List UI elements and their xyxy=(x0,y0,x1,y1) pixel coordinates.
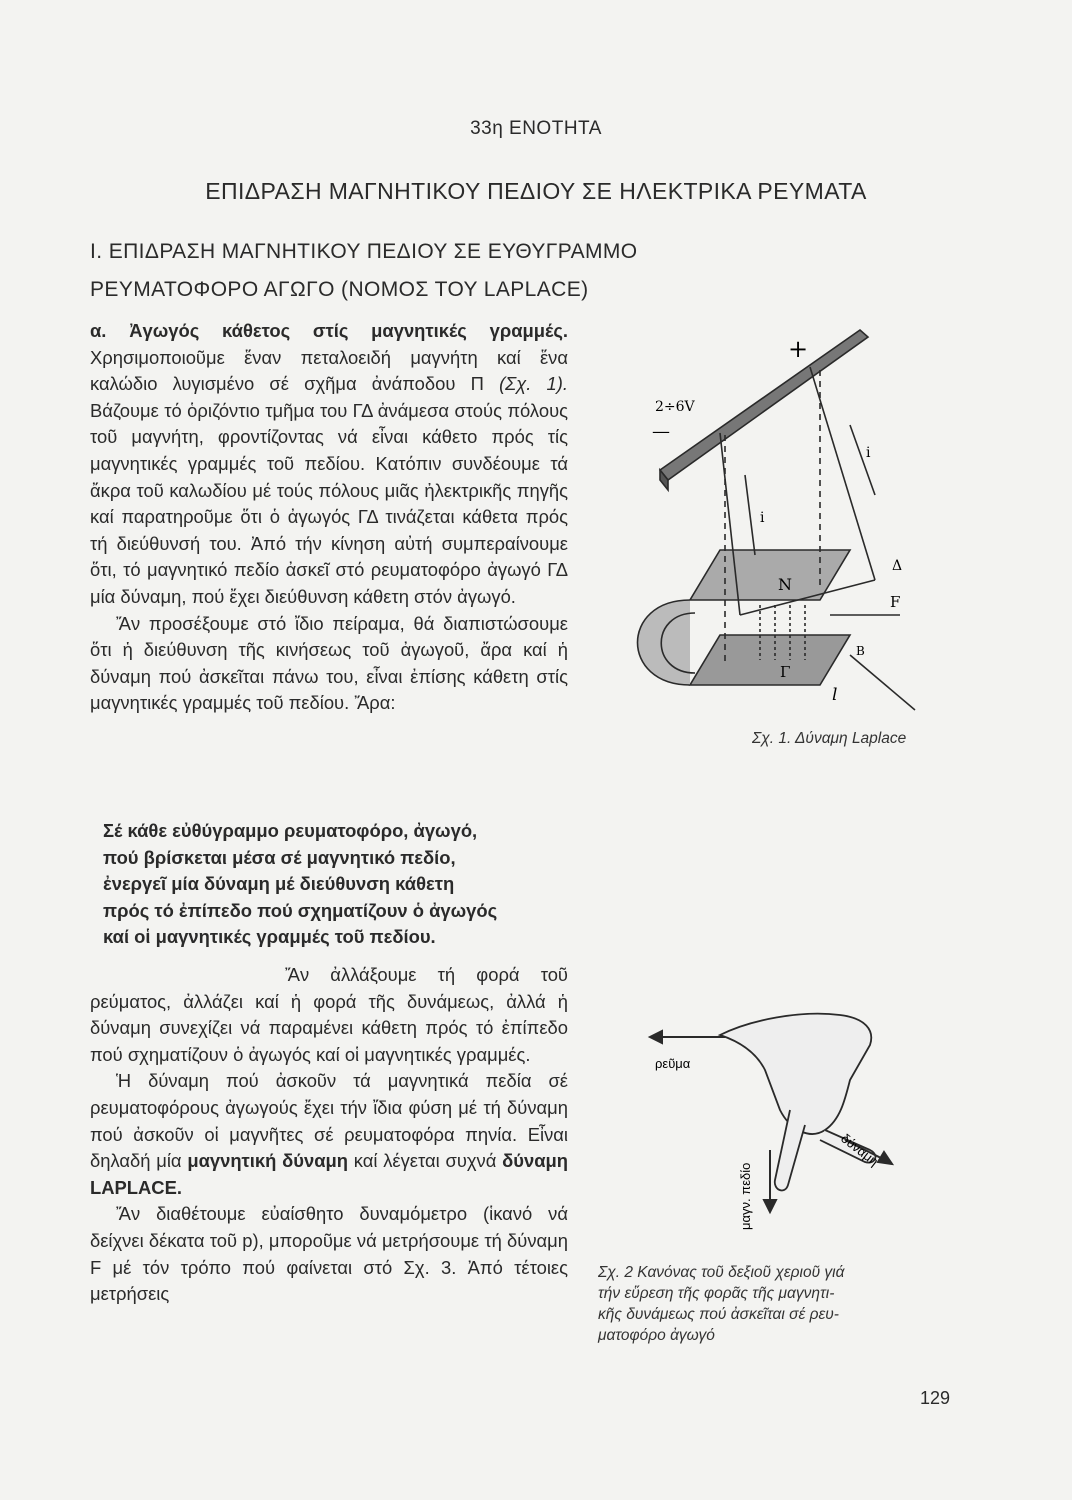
paragraph-3: Ἄν ἀλλάξουμε τή φορά τοῦ ρεύματος, ἀλλάζει καί ἡ φορά τῆς δυνάμεως, ἀλλά ἡ δύναμη συνεχίζει νά παραμένει κάθετη πρός τό ἐπίπεδο πού σχηματίζουν ὁ ἀγωγός καί οἱ μαγνητικές γραμμές. xyxy=(90,964,568,1065)
voltage-label: 2÷6V xyxy=(655,399,695,415)
plus-terminal: + xyxy=(788,335,809,363)
section-heading-line1: Ι. ΕΠΙΔΡΑΣΗ ΜΑΓΝΗΤΙΚΟΥ ΠΕΔΙΟΥ ΣΕ ΕΥΘΥΓΡΑΜΜΟ xyxy=(90,240,638,263)
figure-2-caption-line: ματοφόρο ἀγωγό xyxy=(598,1327,715,1344)
paragraph-1 xyxy=(90,318,568,611)
page-number: 129 xyxy=(919,1388,950,1408)
field-arrowhead xyxy=(764,1200,776,1212)
chapter-title: ΕΠΙΔΡΑΣΗ ΜΑΓΝΗΤΙΚΟΥ ΠΕΔΙΟΥ ΣΕ ΗΛΕΚΤΡΙΚΑ ΡΕΥΜΑΤΑ xyxy=(205,178,867,204)
figure-reference: (Σχ. 1). xyxy=(499,373,568,395)
paragraph-4-text-b: καί λέγεται συχνά xyxy=(348,1150,503,1172)
paragraph-4-text-a: Ἡ δύναμη πού ἀσκοῦν τά μαγνητικά πεδία σέ ρευματοφόρους ἀγωγούς ἔχει τήν ἴδια φύση μέ τή δύναμη πού ἀσκοῦν οἱ μαγνῆτες σέ ρευματοφόρα πηνία. Εἶναι δηλαδή μία xyxy=(90,1070,568,1172)
subsection-heading: α. Ἀγωγός κάθετος στίς μαγνητικές γραμμές. xyxy=(90,320,568,341)
unit-heading: 33η ΕΝΟΤΗΤΑ xyxy=(470,118,602,139)
figure-2-caption-line: Σχ. 2 Κανόνας τοῦ δεξιοῦ χεριοῦ γιά xyxy=(598,1264,845,1281)
rule-line: πού βρίσκεται μέσα σέ μαγνητικό πεδίο, xyxy=(103,846,456,868)
rule-statement xyxy=(103,818,497,951)
magnet-bottom-plate xyxy=(690,635,850,685)
figure-right-hand-rule xyxy=(640,990,940,1250)
current-label-left: i xyxy=(760,510,765,526)
rule-line: ἐνεργεῖ μία δύναμη μέ διεύθυνση κάθετη xyxy=(103,873,455,895)
figure-laplace-apparatus xyxy=(600,315,1000,735)
current-arrowhead xyxy=(650,1031,662,1043)
figure-2-caption xyxy=(598,1262,844,1346)
rule-line: πρός τό ἐπίπεδο πού σχηματίζουν ὁ ἀγωγός xyxy=(103,899,498,921)
current-arrow-right xyxy=(850,425,875,495)
bold-term-laplace-force: δύναμη LAPLACE. xyxy=(90,1150,568,1198)
length-label: l xyxy=(832,685,838,705)
current-label-right: i xyxy=(866,445,871,461)
paragraph-4 xyxy=(90,1068,568,1201)
figure-2-caption-line: τήν εὕρεση τῆς φορᾶς τῆς μαγνητι- xyxy=(598,1285,835,1302)
bold-term-magnetic-force: μαγνητική δύναμη xyxy=(187,1150,348,1172)
minus-terminal: — xyxy=(652,421,670,442)
figure-2-caption-line: κῆς δυνάμεως πού ἀσκεῖται σέ ρευ- xyxy=(598,1306,839,1323)
current-arrow-left xyxy=(745,475,755,555)
point-g-label: Γ xyxy=(780,663,791,681)
section-heading-line2: ΡΕΥΜΑΤΟΦΟΡΟ ΑΓΩΓΟ (ΝΟΜΟΣ ΤΟΥ LAPLACE) xyxy=(90,278,589,301)
pointer-line xyxy=(850,655,915,710)
paragraph-5: Ἄν διαθέτουμε εὐαίσθητο δυναμόμετρο (ἱκανό νά δείχνει δέκατα τοῦ p), μποροῦμε νά μετρήσουμε τή δύναμη F μέ τόν τρόπο πού φαίνεται στό Σχ. 3. Ἀπό τέτοιες μετρήσεις xyxy=(90,1203,568,1305)
body-column-top xyxy=(90,318,568,717)
paragraph-1-text-b: Βάζουμε τό ὁριζόντιο τμῆμα του ΓΔ ἀνάμεσα στούς πόλους τοῦ μαγνήτη, φροντίζοντας νά εἶναι κάθετο πρός τίς μαγνητικές γραμμές τοῦ πεδίου. Κατόπιν συνδέουμε τά ἄκρα τοῦ καλωδίου μέ τούς πόλους μιᾶς ἠλεκτρικῆς πηγῆς καί παρατηροῦμε ὅτι ὁ ἀγωγός ΓΔ τινάζεται κάθετα πρός τή διεύθυνσή του. Ἀπό τήν κίνηση αὐτή συμπεραίνουμε ὅτι, τό μαγνητικό πεδίο ἀσκεῖ στό ρευματοφόρο ἀγωγό ΓΔ μία δύναμη, πού ἔχει διεύθυνση κάθετη στόν ἀγωγό. xyxy=(90,399,568,607)
magnet-u-bend xyxy=(638,600,691,685)
current-label: ρεῦμα xyxy=(655,1056,691,1071)
rule-line: Σέ κάθε εὐθύγραμμο ρευματοφόρο, ἀγωγό, xyxy=(103,820,478,841)
field-label: μαγν. πεδίο xyxy=(738,1162,753,1230)
force-label: δύναμη xyxy=(838,1130,882,1169)
rule-line: καί οἱ μαγνητικές γραμμές τοῦ πεδίου. xyxy=(103,926,436,948)
index-finger xyxy=(775,1110,805,1190)
force-label: F xyxy=(890,593,901,611)
figure-1-caption: Σχ. 1. Δύναμη Laplace xyxy=(752,730,907,747)
paragraph-2: Ἄν προσέξουμε στό ἴδιο πείραμα, θά διαπιστώσουμε ὅτι ἡ διεύθυνση τῆς κινήσεως τοῦ ἀγωγοῦ, ἄρα καί ἡ δύναμη πού ἀσκεῖται πάνω του, εἶναι ἐπίσης κάθετη στίς μαγνητικές γραμμές τοῦ πεδίου. Ἄρα: xyxy=(90,612,568,714)
paragraph-1-text-a: Χρησιμοποιοῦμε ἕναν πεταλοειδή μαγνήτη καί ἕνα καλώδιο λυγισμένο σέ σχῆμα ἀνάποδου Π xyxy=(90,346,568,395)
north-pole-label: N xyxy=(778,575,792,594)
body-column-bottom xyxy=(90,962,568,1308)
point-b-label: B xyxy=(856,644,865,658)
point-d-label: Δ xyxy=(892,558,903,574)
